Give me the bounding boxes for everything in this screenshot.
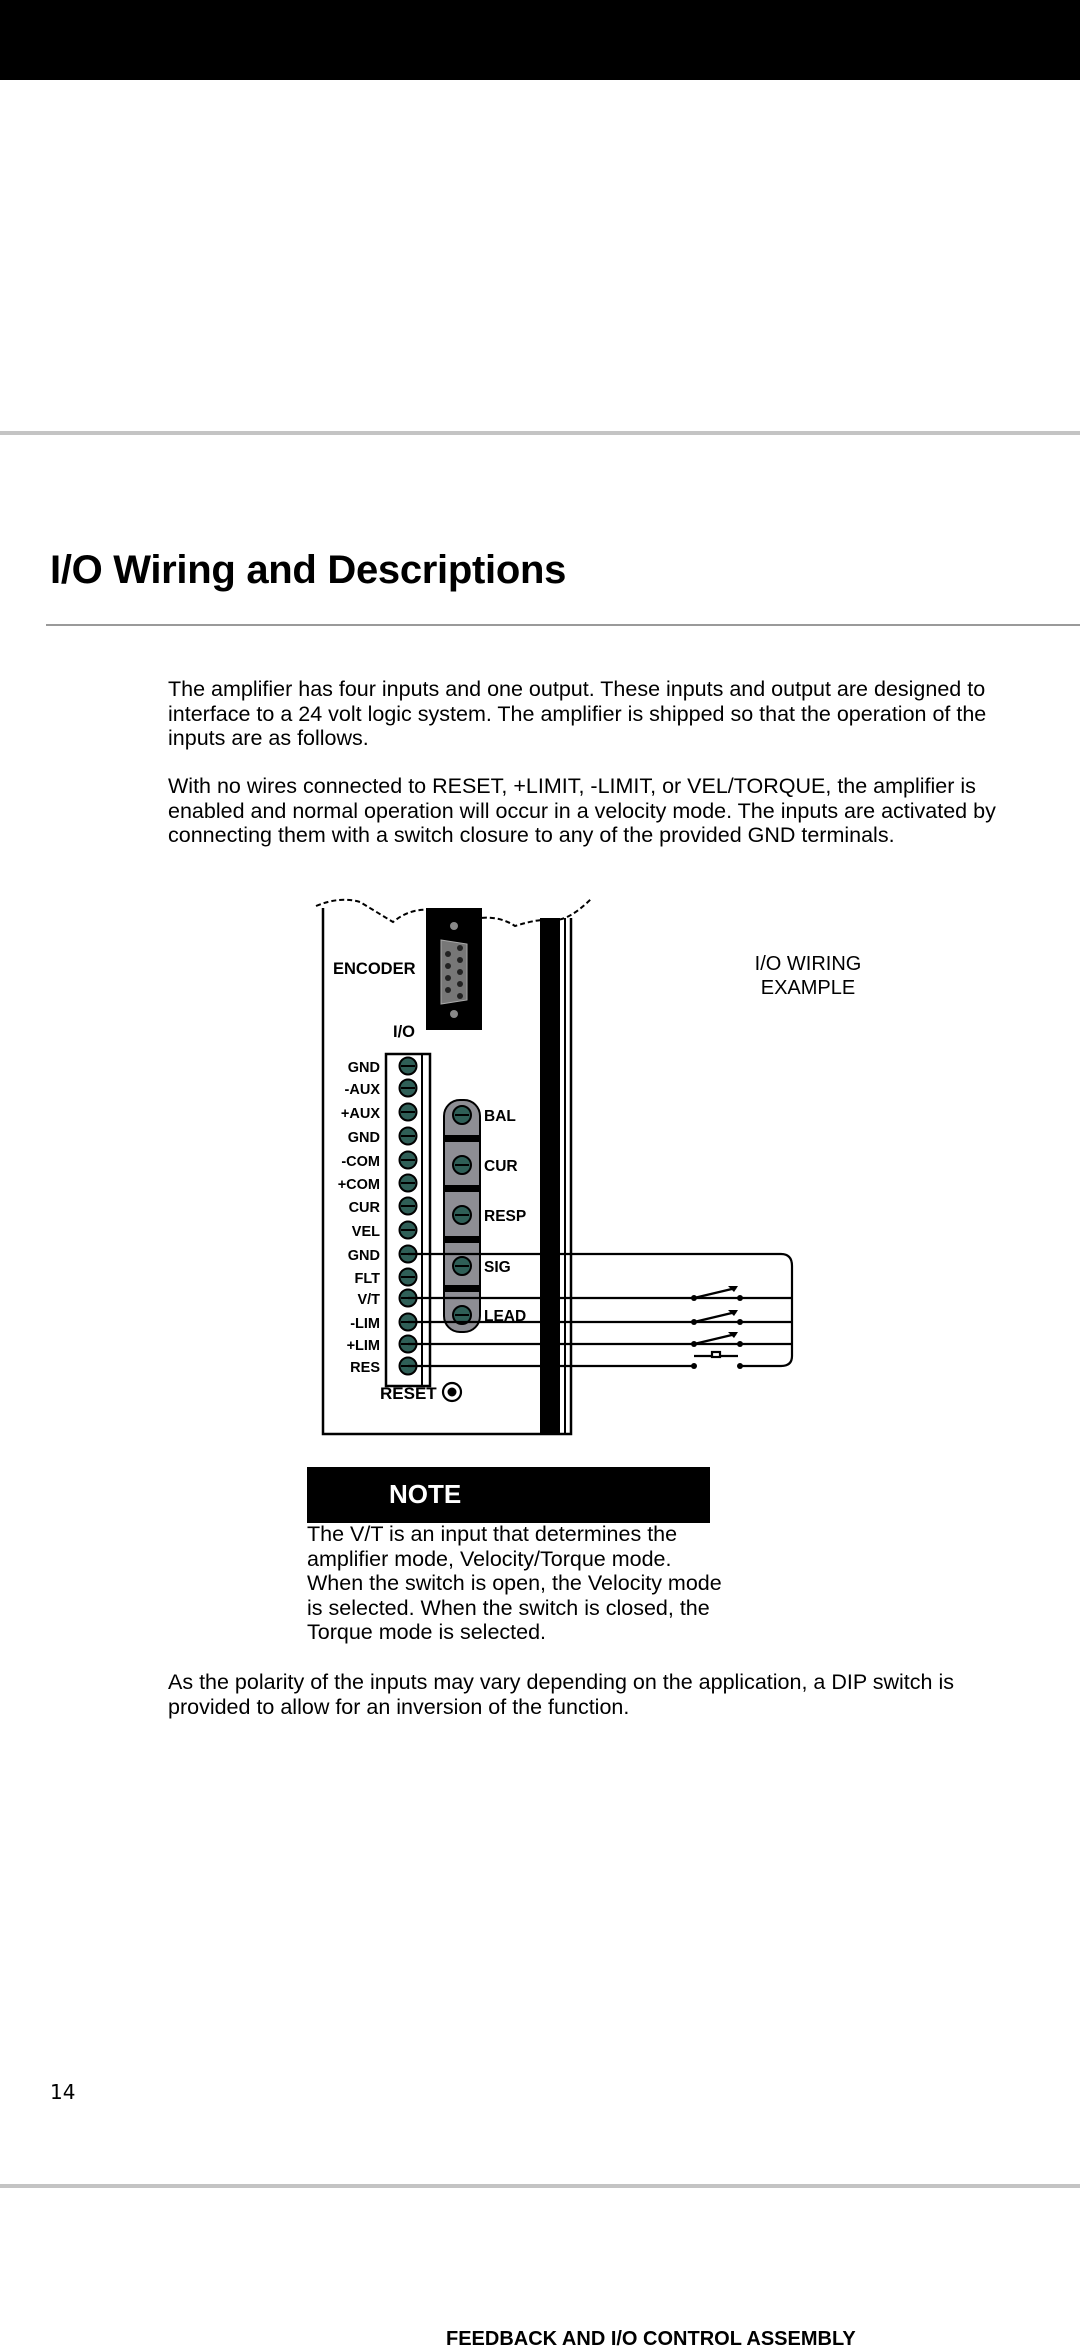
terminal-label: GND [347,1248,380,1264]
terminal-label: VEL [351,1224,380,1240]
terminal-label: -COM [341,1154,380,1170]
inputs-paragraph: With no wires connected to RESET, +LIMIT, -LIMIT, or VEL/TORQUE, the amplifier is enabled and normal operation will occur in a velocity mode. The inputs are activated by connecting them with a switch closure to any of the provided GND terminals. [168,774,996,847]
page-number: 14 [50,2080,76,2104]
pot-label: LEAD [484,1308,527,1325]
terminal-label: GND [347,1130,380,1146]
terminal-label: V/T [357,1292,380,1308]
polarity-paragraph: As the polarity of the inputs may vary depending on the application, a DIP switch is provided to allow for an inversion of the function. [168,1670,954,1719]
example-caption-line-2: EXAMPLE [760,977,856,999]
terminal-label: -AUX [344,1082,380,1098]
note-label: NOTE [389,1479,462,1509]
terminal-label: +COM [337,1177,380,1193]
pot-label: RESP [484,1208,527,1225]
bottom-page-divider [0,2184,1080,2188]
terminal-label: FLT [354,1271,380,1287]
terminal-label: +LIM [346,1338,380,1354]
terminal-label: RES [350,1360,380,1376]
heatsink-bar [540,918,560,1434]
note-text: The V/T is an input that determines the amplifier mode, Velocity/Torque mode. When the switch is open, the Velocity mode is selected. When the switch is closed, the Torque mode is selected. [307,1522,722,1644]
top-page-divider [0,431,1080,435]
reset-label: RESET [380,1384,437,1403]
intro-paragraph: The amplifier has four inputs and one output. These inputs and output are designed to interface to a 24 volt logic system. The amplifier is shipped so that the operation of the inputs are as follows. [168,677,987,750]
io-label: I/O [393,1023,416,1041]
encoder-label: ENCODER [333,960,416,978]
terminal-label: -LIM [350,1316,380,1332]
io-wiring-diagram [300,880,862,1440]
pot-label: BAL [484,1108,516,1125]
footer-title: FEEDBACK AND I/O CONTROL ASSEMBLY [446,2328,856,2350]
terminal-label: GND [347,1060,380,1076]
title-underline [46,624,1080,626]
note-header [307,1467,710,1523]
pot-label: CUR [484,1158,518,1175]
terminal-label: +AUX [340,1106,380,1122]
pot-label: SIG [484,1259,511,1276]
top-black-band [0,0,1080,80]
page-title: I/O Wiring and Descriptions [50,548,567,592]
example-caption-line-1: I/O WIRING [754,953,862,975]
terminal-label: CUR [348,1200,380,1216]
